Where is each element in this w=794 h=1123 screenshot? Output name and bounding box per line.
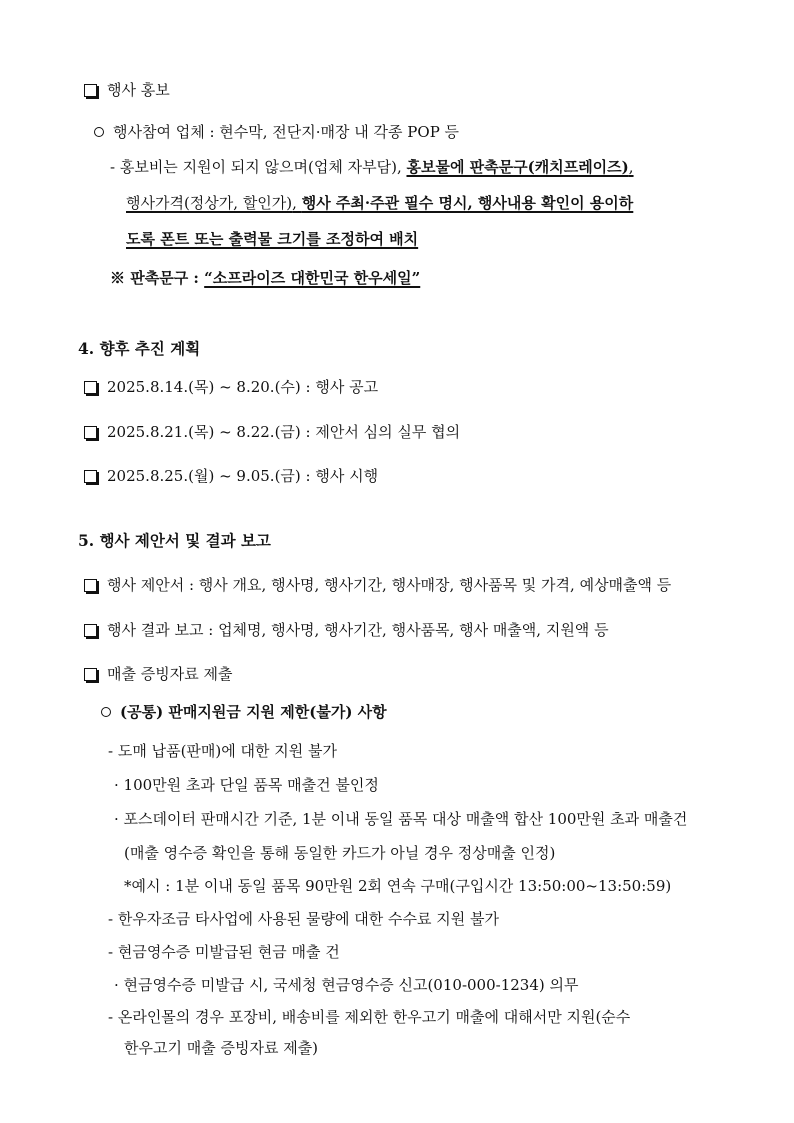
report-item-text: 매출 증빙자료 제출: [107, 665, 233, 683]
restriction-line: - 현금영수증 미발급된 현금 매출 건: [108, 943, 340, 961]
checkbox-square-icon: [84, 579, 97, 592]
plan-item-text: 2025.8.21.(목) ~ 8.22.(금) : 제안서 심의 실무 협의: [107, 423, 461, 441]
checkbox-square-icon: [84, 84, 97, 97]
plan-item: [84, 377, 378, 397]
restriction-line: (매출 영수증 확인을 통해 동일한 카드가 아닐 경우 정상매출 인정): [124, 844, 556, 862]
checkbox-square-icon: [84, 381, 97, 394]
promo-l2b: ,: [292, 194, 302, 212]
checkbox-square-icon: [84, 668, 97, 681]
promo-line-1: [110, 157, 634, 177]
restriction-line: - 도매 납품(판매)에 대한 지원 불가: [108, 742, 337, 760]
checkbox-square-icon: [84, 426, 97, 439]
promo-title-line: [84, 80, 170, 100]
plan-heading: 4. 향후 추진 계획: [78, 339, 201, 358]
plan-item: [84, 466, 378, 486]
report-item-text: 행사 결과 보고 : 업체명, 행사명, 행사기간, 행사품목, 행사 매출액, 지원액 등: [107, 621, 609, 639]
promo-title: 행사 홍보: [107, 81, 170, 99]
restriction-line: - 한우자조금 타사업에 사용된 물량에 대한 수수료 지원 불가: [108, 910, 499, 928]
promo-line-3: 도록 폰트 또는 출력물 크기를 조정하여 배치: [126, 230, 419, 248]
restriction-line: - 온라인몰의 경우 포장비, 배송비를 제외한 한우고기 매출에 대해서만 지원(순수: [108, 1008, 631, 1026]
checkbox-square-icon: [84, 470, 97, 483]
circle-bullet-icon: [101, 707, 111, 717]
restriction-line: · 100만원 초과 단일 품목 매출건 불인정: [114, 776, 379, 794]
report-sub: (공통) 판매지원금 지원 제한(불가) 사항: [120, 703, 387, 721]
promo-line-2: [126, 193, 633, 213]
promo-l1a: - 홍보비는 지원이 되지 않으며(업체 자부담),: [110, 158, 407, 176]
plan-item-text: 2025.8.14.(목) ~ 8.20.(수) : 행사 공고: [107, 378, 379, 396]
checkbox-square-icon: [84, 624, 97, 637]
report-heading: 5. 행사 제안서 및 결과 보고: [78, 531, 271, 550]
report-item: [84, 664, 232, 684]
promo-l2a: 행사가격(정상가, 할인가): [126, 194, 293, 212]
restriction-line: · 포스데이터 판매시간 기준, 1분 이내 동일 품목 대상 매출액 합산 100만원 초과 매출건: [114, 810, 688, 828]
report-sub-line: [101, 702, 387, 722]
promo-l1b: 홍보물에 판촉문구(캐치프레이즈): [406, 158, 629, 176]
report-item: [84, 575, 671, 595]
restriction-line: · 현금영수증 미발급 시, 국세청 현금영수증 신고(010-000-1234) 의무: [114, 976, 579, 994]
notice-phrase: “소프라이즈 대한민국 한우세일”: [204, 269, 421, 287]
promo-l1c: ,: [628, 158, 634, 176]
circle-bullet-icon: [94, 127, 104, 137]
notice-label: ※ 판촉문구 :: [110, 269, 205, 287]
restriction-line: 한우고기 매출 증빙자료 제출): [124, 1039, 319, 1057]
report-item: [84, 620, 609, 640]
promo-notice: [110, 268, 420, 288]
report-item-text: 행사 제안서 : 행사 개요, 행사명, 행사기간, 행사매장, 행사품목 및 가격, 예상매출액 등: [107, 576, 672, 594]
restriction-line: *예시 : 1분 이내 동일 품목 90만원 2회 연속 구매(구입시간 13:50:00~13:50:59): [124, 877, 672, 895]
promo-sub: 행사참여 업체 : 현수막, 전단지·매장 내 각종 POP 등: [113, 123, 460, 141]
plan-item: [84, 422, 460, 442]
plan-item-text: 2025.8.25.(월) ~ 9.05.(금) : 행사 시행: [107, 467, 379, 485]
promo-sub-line: [94, 122, 459, 142]
promo-l2c: 행사 주최·주관 필수 명시, 행사내용 확인이 용이하: [301, 194, 634, 212]
